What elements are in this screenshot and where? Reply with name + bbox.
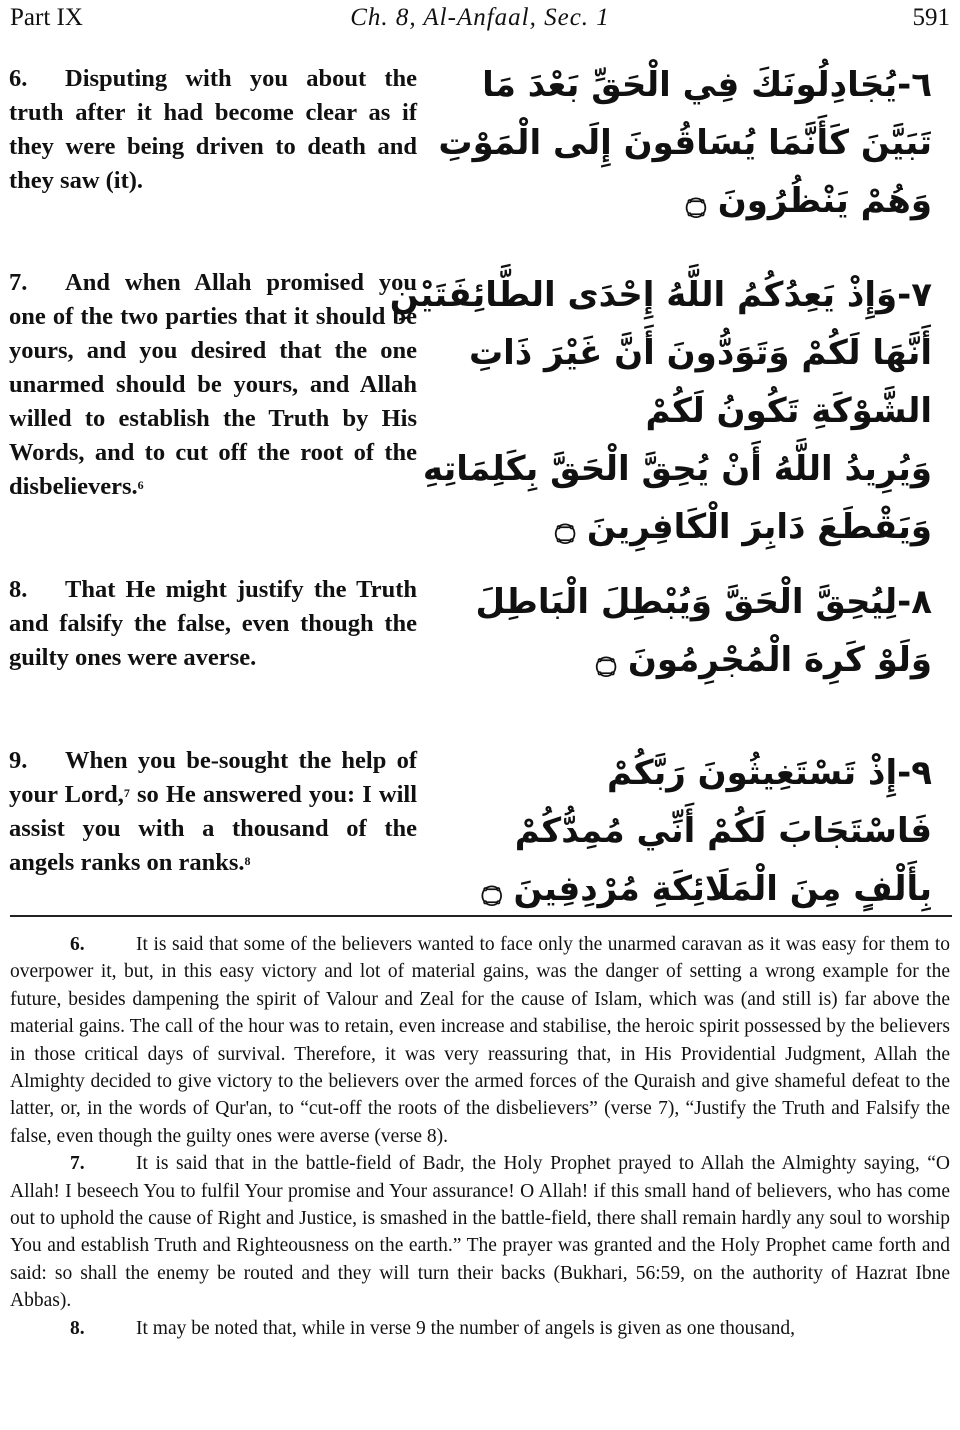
verse-number: 7. [9,269,28,296]
footnote-text: It is said that some of the believers wanted to face only the unarmed caravan as it was easy for them to overpower it, but, in this easy victory and lot of material gains, was the danger of setting a wrong example for the future, besides dampening the spirit of Valour and Zeal for the cause of Islam, which was (and still is) far above the material gains. The call of the hour was to retain, even increase and stabilise, the heroic spirit possessed by the believers in those critical days of survival. Therefore, it was very reassuring that, in His Providential Judgment, Allah the Almighty decided to give victory to the believers over the armed forces of the Quraish and give shameful defeat to the latter, or, in the words of Qur'an, to “cut-off the roots of the disbelievers” (verse 7), “Justify the Truth and Falsify the false, even though the guilty ones were averse (verse 8). [10,934,950,1147]
verse-english [9,266,417,504]
arabic-line: بِأَلْفٍ مِنَ الْمَلَائِكَةِ مُرْدِفِينَ ۝ [481,869,932,909]
verse-text: Disputing with you about the truth after it had become clear as if they were being driven to death and they saw (it). [9,65,417,194]
verse-arabic [475,573,932,689]
footnote-6 [10,931,950,1150]
verse-arabic [481,744,932,918]
arabic-line: أَنَّهَا لَكُمْ وَتَوَدُّونَ أَنَّ غَيْرَ ذَاتِ [468,333,932,373]
verse-text: When you be-sought the help of your Lord, [9,747,417,808]
page-header [10,4,950,34]
arabic-line: تَبَيَّنَ كَأَنَّمَا يُسَاقُونَ إِلَى الْمَوْتِ [438,123,932,163]
footnote-number: 6. [70,934,85,955]
verse-english [9,573,417,675]
verse-english [9,62,417,198]
verse-text: That He might justify the Truth and falsify the false, even though the guilty ones were averse. [9,576,417,671]
footnote-divider [10,915,952,917]
verse-arabic [438,56,932,230]
arabic-line: ٧-وَإِذْ يَعِدُكُمُ اللَّهُ إِحْدَى الطَّائِفَتَيْنِ [389,275,932,315]
arabic-line: وَيُرِيدُ اللَّهُ أَنْ يُحِقَّ الْحَقَّ بِكَلِمَاتِهِ [422,449,932,489]
page-number: 591 [912,4,950,31]
part-label: Part IX [10,4,83,31]
arabic-line: فَاسْتَجَابَ لَكُمْ أَنِّي مُمِدُّكُمْ [514,811,932,851]
verse-arabic [389,266,932,556]
arabic-line: وَيَقْطَعَ دَابِرَ الْكَافِرِينَ ۝ [555,507,932,547]
verse-number: 6. [9,65,28,92]
verse-text-cont: so He answered you: I will assist you with a thousand of the angels ranks on ranks. [9,781,417,876]
footnote-7 [10,1150,950,1314]
footnote-ref[interactable]: 6 [137,478,144,492]
arabic-line: الشَّوْكَةِ تَكُونُ لَكُمْ [645,391,932,431]
verse-number: 8. [9,576,28,603]
footnote-text: It is said that in the battle-field of Badr, the Holy Prophet prayed to Allah the Almighty saying, “O Allah! I beseech You to fulfil Your promise and Your assurance! O Allah! if this small hand of believers, who has come out to uphold the cause of Right and Justice, is smashed in the battle-field, there shall remain hardly any soul to worship You and establish Truth and Righteousness on the earth.” The prayer was granted and the Holy Prophet came forth and said: so shall the enemy be routed and they will turn their backs (Bukhari, 56:59, on the authority of Hazrat Ibne Abbas). [10,1153,950,1312]
footnotes [10,931,950,1342]
footnote-ref[interactable]: 7 [123,786,130,800]
footnote-text: It may be noted that, while in verse 9 the number of angels is given as one thousand, [136,1317,796,1339]
arabic-line: وَهُمْ يَنْظُرُونَ ۝ [685,181,932,221]
arabic-line: وَلَوْ كَرِهَ الْمُجْرِمُونَ ۝ [596,640,932,680]
arabic-line: ٨-لِيُحِقَّ الْحَقَّ وَيُبْطِلَ الْبَاطِلَ [475,582,932,622]
arabic-line: ٩-إِذْ تَسْتَغِيثُونَ رَبَّكُمْ [607,753,932,793]
verse-text: And when Allah promised you one of the two parties that it should be yours, and you desired that the one unarmed should be yours, and Allah willed to establish the Truth by His Words, and to cut off the root of the disbelievers. [9,269,417,500]
arabic-line: ٦-يُجَادِلُونَكَ فِي الْحَقِّ بَعْدَ مَا [482,65,932,105]
footnote-8 [10,1315,950,1342]
chapter-title: Ch. 8, Al-Anfaal, Sec. 1 [350,4,610,31]
verse-english [9,744,417,880]
footnote-ref[interactable]: 8 [244,854,251,868]
footnote-number: 7. [70,1153,85,1175]
verse-number: 9. [9,747,28,774]
footnote-number: 8. [70,1317,85,1339]
